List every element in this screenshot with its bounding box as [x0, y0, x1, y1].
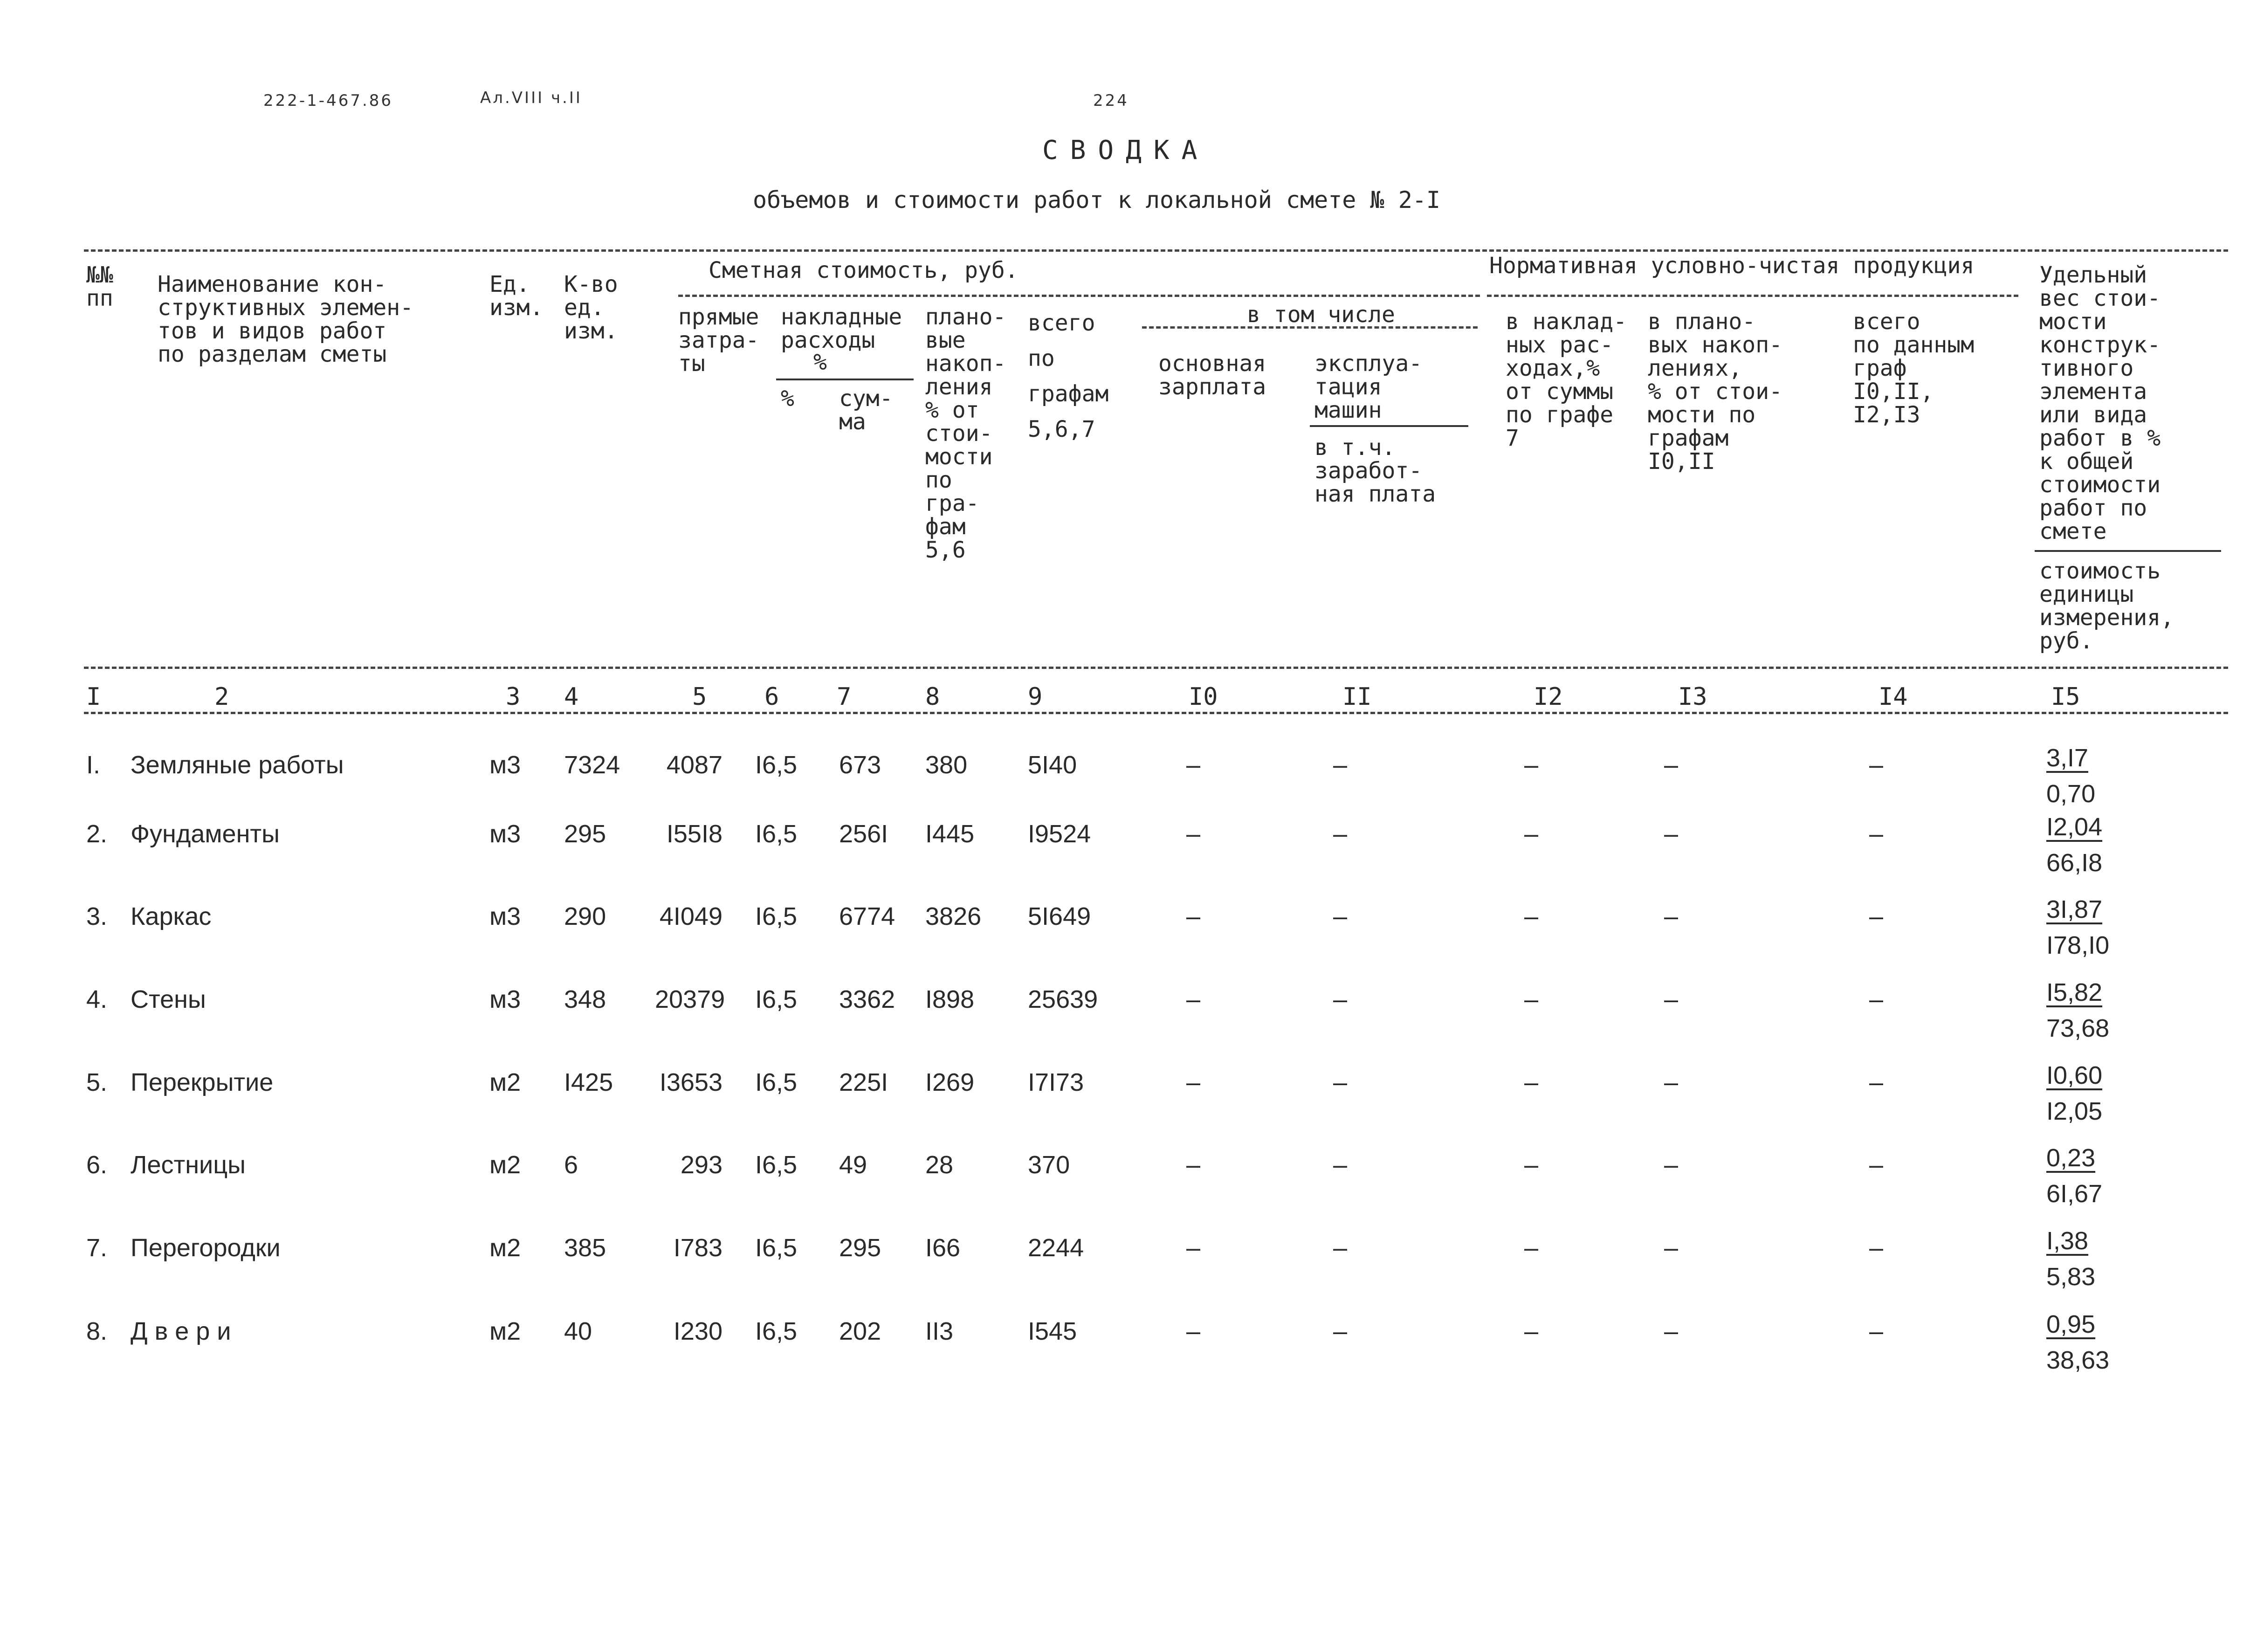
cell-direct: I230 — [673, 1317, 723, 1345]
cell-pct: I6,5 — [755, 1151, 798, 1179]
cell-qty: 40 — [564, 1317, 592, 1345]
cell-pct: I6,5 — [755, 1068, 798, 1096]
cell-unit-cost: 6I,67 — [2046, 1180, 2103, 1208]
cell-c11: – — [1333, 1068, 1348, 1096]
cell-qty: 6 — [564, 1151, 578, 1179]
column-number: I3 — [1678, 683, 1707, 711]
cell-c14: – — [1869, 1317, 1884, 1345]
cell-no: I. — [86, 751, 101, 779]
cell-total: I9524 — [1028, 820, 1091, 848]
cell-name: Лестницы — [131, 1151, 246, 1179]
cell-sum: 6774 — [839, 902, 895, 930]
cell-direct: I783 — [673, 1234, 723, 1262]
header-col-planned: плано- вые накоп- ления % от стои- мости по гра- фам 5,6 — [925, 304, 1006, 563]
cell-pct: I6,5 — [755, 902, 798, 930]
column-number: 3 — [506, 683, 521, 711]
cell-name: Земляные работы — [131, 751, 344, 779]
cell-total: I7I73 — [1028, 1068, 1084, 1096]
cell-direct: 293 — [680, 1151, 723, 1179]
table-top-rule — [84, 249, 2228, 252]
cell-total: 5I40 — [1028, 751, 1077, 779]
column-number: 9 — [1028, 683, 1043, 711]
cell-sum: 256I — [839, 820, 888, 848]
cell-direct: I3653 — [659, 1068, 723, 1096]
column-number: I4 — [1879, 683, 1908, 711]
column-number: II — [1342, 683, 1372, 711]
cell-total: 5I649 — [1028, 902, 1091, 930]
cell-c10: – — [1186, 1317, 1201, 1345]
cell-sum: 3362 — [839, 985, 895, 1013]
column-number-rule — [84, 712, 2228, 714]
cell-qty: I425 — [564, 1068, 613, 1096]
header-overhead-pct-sign: % — [813, 349, 827, 375]
cell-c14: – — [1869, 1234, 1884, 1262]
column-number: 6 — [764, 683, 779, 711]
cell-direct: 20379 — [655, 985, 725, 1013]
cell-name: Перегородки — [131, 1234, 281, 1262]
cell-c13: – — [1664, 985, 1679, 1013]
cell-unit-cost: 5,83 — [2046, 1263, 2096, 1291]
column-number: I5 — [2051, 683, 2080, 711]
cell-pct: I6,5 — [755, 751, 798, 779]
cell-c14: – — [1869, 902, 1884, 930]
header-col-machines: эксплуа- тация машин — [1314, 351, 1423, 423]
cell-unit: м3 — [489, 751, 521, 779]
cell-sum: 202 — [839, 1317, 881, 1345]
cell-no: 2. — [86, 820, 108, 848]
header-col-norm-planned: в плано- вых накоп- лениях, % от стои- мости по графам I0,II — [1648, 309, 1782, 475]
column-number: I0 — [1189, 683, 1218, 711]
cell-unit: м2 — [489, 1068, 521, 1096]
cell-direct: I55I8 — [666, 820, 723, 848]
cell-qty: 290 — [564, 902, 606, 930]
cell-direct: 4087 — [666, 751, 723, 779]
cell-c14: – — [1869, 820, 1884, 848]
cell-share: 3I,87 — [2046, 895, 2103, 923]
cell-c11: – — [1333, 1151, 1348, 1179]
document-subtitle: объемов и стоимости работ к локальной смете № 2-I — [753, 186, 1441, 213]
cell-c14: – — [1869, 1151, 1884, 1179]
cell-unit: м2 — [489, 1151, 521, 1179]
cell-sum: 673 — [839, 751, 881, 779]
cell-unit-cost: I78,I0 — [2046, 931, 2110, 959]
header-group-cost: Сметная стоимость, руб. — [709, 257, 1018, 283]
cell-name: Перекрытие — [131, 1068, 274, 1096]
column-number: 8 — [925, 683, 940, 711]
cell-share: I5,82 — [2046, 978, 2103, 1006]
cell-no: 5. — [86, 1068, 108, 1096]
doc-code: 222-1-467.86 — [263, 91, 393, 110]
cell-c14: – — [1869, 751, 1884, 779]
header-col-no: №№ пп — [86, 262, 113, 311]
header-col-overhead: накладные расходы — [781, 304, 902, 353]
cell-unit: м2 — [489, 1234, 521, 1262]
cell-c11: – — [1333, 751, 1348, 779]
cell-planned: I445 — [925, 820, 975, 848]
cell-no: 6. — [86, 1151, 108, 1179]
cell-c11: – — [1333, 820, 1348, 848]
cell-c10: – — [1186, 1234, 1201, 1262]
cell-share: 3,I7 — [2046, 744, 2089, 772]
cell-no: 3. — [86, 902, 108, 930]
cell-sum: 295 — [839, 1234, 881, 1262]
cell-c13: – — [1664, 902, 1679, 930]
cell-c12: – — [1524, 1151, 1539, 1179]
cell-c12: – — [1524, 1234, 1539, 1262]
header-col-pct: % — [781, 385, 794, 412]
header-col-norm-total: всего по данным граф I0,II, I2,I3 — [1853, 309, 1975, 428]
cell-c13: – — [1664, 820, 1679, 848]
cell-planned: 380 — [925, 751, 968, 779]
cell-share: I0,60 — [2046, 1061, 2103, 1089]
cell-c12: – — [1524, 751, 1539, 779]
cell-c11: – — [1333, 985, 1348, 1013]
cell-c11: – — [1333, 902, 1348, 930]
cell-c13: – — [1664, 1234, 1679, 1262]
header-col-norm-overhead: в наклад- ных рас- ходах,% от суммы по графе 7 — [1506, 309, 1627, 451]
cell-total: 370 — [1028, 1151, 1070, 1179]
header-col-total: всего по графам 5,6,7 — [1028, 310, 1109, 442]
header-col-direct: прямые затра- ты — [678, 304, 759, 377]
cell-total: I545 — [1028, 1317, 1077, 1345]
header-col-machine-wages: в т.ч. заработ- ная плата — [1314, 434, 1436, 507]
header-including: в том числе — [1247, 302, 1395, 328]
cell-qty: 7324 — [564, 751, 620, 779]
cell-planned: II3 — [925, 1317, 954, 1345]
header-col-unit-cost: стоимость единицы измерения, руб. — [2039, 558, 2174, 654]
cell-c13: – — [1664, 1068, 1679, 1096]
cell-unit: м3 — [489, 902, 521, 930]
cell-pct: I6,5 — [755, 1234, 798, 1262]
cell-c13: – — [1664, 1151, 1679, 1179]
cell-c14: – — [1869, 1068, 1884, 1096]
column-number: I2 — [1534, 683, 1563, 711]
cell-c14: – — [1869, 985, 1884, 1013]
cell-c10: – — [1186, 820, 1201, 848]
cell-c12: – — [1524, 1317, 1539, 1345]
cell-qty: 385 — [564, 1234, 606, 1262]
cell-planned: 28 — [925, 1151, 954, 1179]
cell-unit: м2 — [489, 1317, 521, 1345]
cell-name: Каркас — [131, 902, 212, 930]
cost-group-rule — [678, 295, 1480, 297]
column-number: 7 — [837, 683, 852, 711]
cell-name: Д в е р и — [131, 1317, 231, 1345]
cell-direct: 4I049 — [659, 902, 723, 930]
cell-share: I,38 — [2046, 1227, 2089, 1255]
header-col-share: Удельный вес стои- мости конструк- тивного элемента или вида работ в % к общей стоимости работ по смете — [2039, 262, 2161, 544]
cell-unit: м3 — [489, 985, 521, 1013]
cell-unit-cost: 38,63 — [2046, 1346, 2110, 1374]
header-col-sum: сум- ма — [839, 385, 893, 435]
cell-planned: I269 — [925, 1068, 975, 1096]
cell-c10: – — [1186, 985, 1201, 1013]
cell-share: 0,23 — [2046, 1144, 2096, 1172]
header-col-name: Наименование кон- структивных элемен- тов и видов работ по разделам сметы — [158, 271, 414, 367]
cell-share: 0,95 — [2046, 1310, 2096, 1338]
column-number: 4 — [564, 683, 579, 711]
cell-unit-cost: 66,I8 — [2046, 849, 2103, 877]
cell-qty: 295 — [564, 820, 606, 848]
column-number: 5 — [692, 683, 707, 711]
cell-total: 25639 — [1028, 985, 1098, 1013]
cell-name: Фундаменты — [131, 820, 280, 848]
cell-no: 4. — [86, 985, 108, 1013]
page-number: 224 — [1093, 91, 1129, 110]
header-group-normative: Нормативная условно-чистая продукция — [1489, 253, 1975, 279]
cell-no: 8. — [86, 1317, 108, 1345]
cell-c11: – — [1333, 1317, 1348, 1345]
cell-planned: I898 — [925, 985, 975, 1013]
cell-c10: – — [1186, 1151, 1201, 1179]
cell-c12: – — [1524, 820, 1539, 848]
cell-share: I2,04 — [2046, 813, 2103, 841]
cell-c11: – — [1333, 1234, 1348, 1262]
cell-sum: 49 — [839, 1151, 867, 1179]
machines-rule — [1310, 425, 1468, 427]
doc-reference: Ал.VIII ч.II — [480, 89, 582, 107]
cell-c10: – — [1186, 902, 1201, 930]
header-col-unit: Ед. изм. — [489, 271, 544, 321]
cell-c12: – — [1524, 1068, 1539, 1096]
share-split-rule — [2035, 550, 2221, 552]
cell-unit-cost: 73,68 — [2046, 1014, 2110, 1042]
cell-planned: I66 — [925, 1234, 961, 1262]
cell-no: 7. — [86, 1234, 108, 1262]
cell-c10: – — [1186, 751, 1201, 779]
cell-qty: 348 — [564, 985, 606, 1013]
cell-c10: – — [1186, 1068, 1201, 1096]
cell-c13: – — [1664, 1317, 1679, 1345]
overhead-pct-rule — [776, 379, 914, 380]
cell-pct: I6,5 — [755, 985, 798, 1013]
cell-pct: I6,5 — [755, 1317, 798, 1345]
cell-sum: 225I — [839, 1068, 888, 1096]
header-bottom-rule — [84, 667, 2228, 669]
cell-c12: – — [1524, 902, 1539, 930]
cell-unit-cost: 0,70 — [2046, 780, 2096, 808]
cell-unit: м3 — [489, 820, 521, 848]
header-col-qty: К-во ед. изм. — [564, 271, 618, 344]
normative-group-rule — [1487, 295, 2018, 297]
cell-c12: – — [1524, 985, 1539, 1013]
header-col-wages: основная зарплата — [1158, 351, 1266, 400]
cell-unit-cost: I2,05 — [2046, 1097, 2103, 1125]
column-number: 2 — [214, 683, 229, 711]
document-title: СВОДКА — [1042, 135, 1210, 165]
column-number: I — [86, 683, 101, 711]
cell-pct: I6,5 — [755, 820, 798, 848]
cell-name: Стены — [131, 985, 206, 1013]
cell-total: 2244 — [1028, 1234, 1084, 1262]
cell-c13: – — [1664, 751, 1679, 779]
cell-planned: 3826 — [925, 902, 982, 930]
